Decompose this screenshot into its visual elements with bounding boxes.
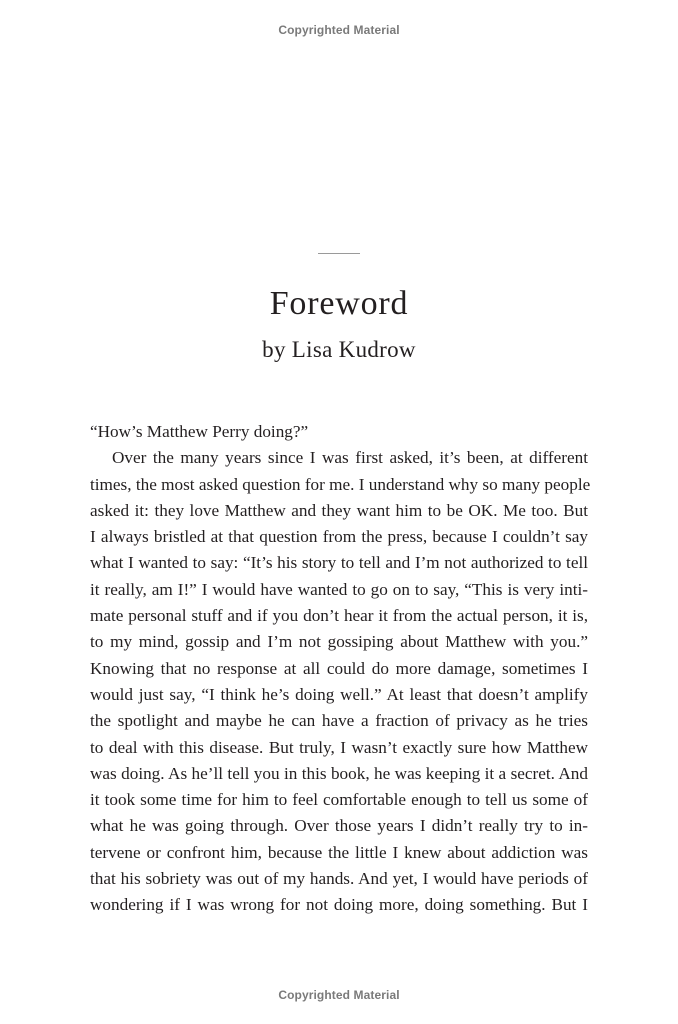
chapter-byline: by Lisa Kudrow	[262, 337, 416, 362]
text-line: “How’s Matthew Perry doing?”	[90, 422, 309, 441]
text-line: would just say, “I think he’s doing well.” At least that doesn’t amplify	[90, 684, 588, 704]
body-text	[90, 419, 591, 919]
text-line: Over the many years since I was first asked, it’s been, at different	[112, 448, 588, 468]
chapter-rule	[318, 253, 360, 254]
text-line: it really, am I!” I would have wanted to go on to say, “This is very inti-	[90, 579, 588, 599]
text-line: tervene or confront him, because the little I knew about addiction was	[90, 842, 588, 862]
text-line: to my mind, gossip and I’m not gossiping about Matthew with you.”	[90, 632, 588, 652]
text-line: was doing. As he’ll tell you in this book, he was keeping it a secret. And	[90, 763, 588, 783]
text-line: the spotlight and maybe he can have a fraction of privacy as he tries	[90, 711, 588, 731]
text-line: it took some time for him to feel comfortable enough to tell us some of	[90, 790, 588, 810]
text-line: to deal with this disease. But truly, I wasn’t exactly sure how Matthew	[90, 737, 588, 757]
text-line: that his sobriety was out of my hands. And yet, I would have periods of	[90, 869, 588, 889]
text-line: what he was going through. Over those years I didn’t really try to in-	[90, 816, 588, 836]
text-line: mate personal stuff and if you don’t hear it from the actual person, it is,	[90, 606, 588, 626]
text-line: what I wanted to say: “It’s his story to tell and I’m not authorized to tell	[90, 553, 588, 573]
text-line: Knowing that no response at all could do more damage, sometimes I	[90, 658, 588, 678]
text-line: wondering if I was wrong for not doing more, doing something. But I	[90, 895, 588, 915]
copyright-watermark-bottom: Copyrighted Material	[278, 988, 400, 1002]
copyright-watermark-top: Copyrighted Material	[278, 23, 400, 37]
text-line: asked it: they love Matthew and they want him to be OK. Me too. But	[90, 500, 588, 520]
chapter-title: Foreword	[269, 285, 409, 322]
text-line: I always bristled at that question from the press, because I couldn’t say	[90, 527, 588, 547]
text-line: times, the most asked question for me. I understand why so many people	[90, 474, 591, 494]
